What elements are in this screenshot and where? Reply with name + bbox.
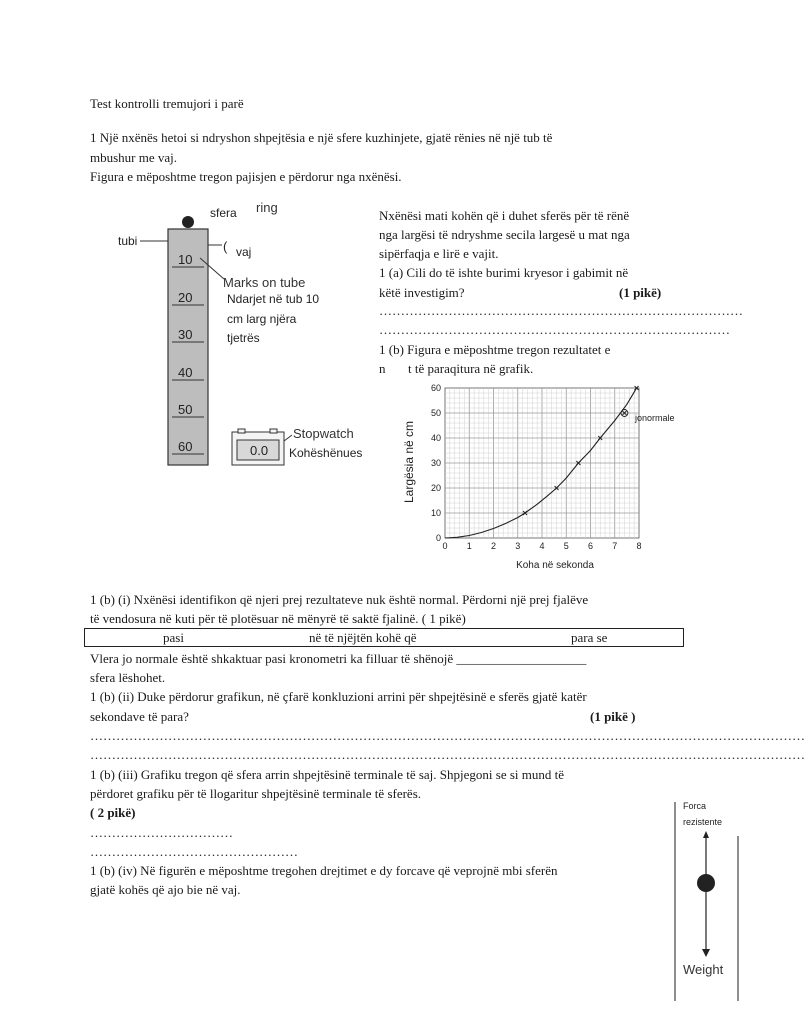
q1bii-line1: 1 (b) (ii) Duke përdorur grafikun, në çfarë konkluzioni arrini për shpejtësinë e sferës gjatë katër <box>90 689 587 704</box>
q1a-line2: këtë investigim? <box>379 285 465 300</box>
apparatus-drawing <box>110 195 380 475</box>
word-box <box>84 628 684 647</box>
apparatus-figure <box>110 195 380 475</box>
q1biii-answer-line2[interactable]: ………………………………………… <box>90 844 298 859</box>
q1bi-sentence1: Vlera jo normale është shkaktuar pasi kronometri ka filluar të shënojë ____________________ <box>90 651 587 666</box>
q1bii-line2: sekondave të para? <box>90 709 189 724</box>
distance-time-chart <box>377 378 682 572</box>
q1bi-line2: të vendosura në kuti për të plotësuar në mënyrë të saktë fjalinë. ( 1 pikë) <box>90 611 466 626</box>
x-tick-label: 7 <box>612 541 618 551</box>
force-diagram <box>672 796 742 1004</box>
y-tick-label: 10 <box>430 508 441 518</box>
label-sfera: sfera <box>210 206 237 220</box>
x-tick-label: 6 <box>587 541 594 551</box>
q1bii-answer-line1[interactable]: ………………………………………………………………………………………………………………………………………………… <box>90 728 805 743</box>
q1biii-points: ( 2 pikë) <box>90 805 136 820</box>
q1-intro-line1: 1 Një nxënës hetoi si ndryshon shpejtësia e një sfere kuzhinjete, gjatë rënies në një tub të <box>90 130 553 145</box>
y-tick-label: 60 <box>430 383 441 393</box>
x-tick-label: 3 <box>515 541 521 551</box>
sphere <box>182 216 194 228</box>
q1bi-line1: 1 (b) (i) Nxënësi identifikon që njeri prej rezultateve nuk është normal. Përdorni një prej fjalëve <box>90 592 589 607</box>
label-vaj: vaj <box>236 245 252 259</box>
label-forca: Forca <box>683 801 707 811</box>
q1b-line1: 1 (b) Figura e mëposhtme tregon rezultatet e <box>379 342 611 357</box>
right-text-line2: nga largësi të ndryshme secila largesë u mat nga <box>379 227 630 242</box>
label-ring: ring <box>256 200 278 215</box>
chart-annotation: jonormale <box>635 413 675 423</box>
page-title: Test kontrolli tremujori i parë <box>90 96 244 111</box>
y-tick-label: 30 <box>430 458 441 468</box>
label-weight: Weight <box>683 962 724 977</box>
label-ndarjet: tjetrës <box>227 331 260 345</box>
label-rezistente: rezistente <box>683 817 723 827</box>
tube-mark-label: 50 <box>178 402 193 417</box>
weight-arrow-icon <box>702 949 710 957</box>
resistance-arrow-icon <box>703 831 709 838</box>
stopwatch-reading: 0.0 <box>250 443 269 458</box>
y-tick-label: 50 <box>430 408 441 418</box>
label-stopwatch: Stopwatch <box>293 426 354 441</box>
label-marks-on-tube: Marks on tube <box>223 275 306 290</box>
word-option[interactable]: para se <box>571 630 608 645</box>
label-ndarjet: cm larg njëra <box>227 312 297 326</box>
x-tick-label: 1 <box>466 541 472 551</box>
y-tick-label: 40 <box>430 433 441 443</box>
q1a-line1: 1 (a) Cili do të ishte burimi kryesor i gabimit në <box>379 265 629 280</box>
y-tick-label: 0 <box>435 533 441 543</box>
q1biii-answer-line1[interactable]: …………………………… <box>90 825 233 840</box>
word-option[interactable]: në të njëjtën kohë që <box>309 630 417 645</box>
y-tick-label: 20 <box>430 483 441 493</box>
q1biv-line2: gjatë kohës që ajo bie në vaj. <box>90 882 241 897</box>
x-tick-label: 8 <box>636 541 642 551</box>
q1biii-line1: 1 (b) (iii) Grafiku tregon që sfera arrin shpejtësinë terminale të saj. Shpjegoni se si mund të <box>90 767 564 782</box>
q1a-answer-line1[interactable]: ………………………………………………………………………… <box>379 303 743 318</box>
chart-grid <box>445 388 639 538</box>
x-tick-label: 0 <box>442 541 448 551</box>
x-tick-label: 5 <box>563 541 569 551</box>
q1-intro-line3: Figura e mëposhtme tregon pajisjen e përdorur nga nxënësi. <box>90 169 402 184</box>
tube-mark-label: 60 <box>178 439 193 454</box>
x-tick-label: 2 <box>490 541 497 551</box>
chart-ylabel: Largësia në cm <box>402 420 416 504</box>
label-koheshenues: Kohëshënues <box>289 446 363 460</box>
q1bii-answer-line2[interactable]: ………………………………………………………………………………………………………………………………………………… <box>90 747 805 762</box>
label-ndarjet: Ndarjet në tub 10 <box>227 292 320 306</box>
stopwatch-button <box>270 429 277 433</box>
x-tick-label: 4 <box>539 541 545 551</box>
q1-intro-line2: mbushur me vaj. <box>90 150 178 165</box>
q1b-line2b: t të paraqitura në grafik. <box>408 361 534 376</box>
word-option[interactable]: pasi <box>163 630 184 645</box>
label-bracket: ( <box>223 239 228 254</box>
tube-mark-label: 10 <box>178 252 193 267</box>
right-text-line1: Nxënësi mati kohën që i duhet sferës për të rënë <box>379 208 630 223</box>
chart-xlabel: Koha në sekonda <box>516 560 594 571</box>
q1bi-sentence2: sfera lëshohet. <box>90 670 166 685</box>
q1bii-points: (1 pikë ) <box>590 709 636 724</box>
stopwatch-pointer <box>284 435 292 441</box>
q1biii-line2: përdoret grafiku për të llogaritur shpejtësinë terminale të sferës. <box>90 786 422 801</box>
q1biv-line1: 1 (b) (iv) Në figurën e mëposhtme tregohen drejtimet e dy forcave që veprojnë mbi sferën <box>90 863 558 878</box>
sphere <box>697 874 715 892</box>
tube-mark-label: 40 <box>178 365 193 380</box>
q1b-line2a: n <box>379 361 386 376</box>
tube-mark-label: 20 <box>178 290 193 305</box>
stopwatch-button <box>238 429 245 433</box>
right-text-line3: sipërfaqja e lirë e vajit. <box>379 246 499 261</box>
label-tubi: tubi <box>118 234 138 248</box>
tube-mark-label: 30 <box>178 327 193 342</box>
q1a-answer-line2[interactable]: ……………………………………………………………………… <box>379 322 730 337</box>
q1a-points: (1 pikë) <box>619 285 662 300</box>
